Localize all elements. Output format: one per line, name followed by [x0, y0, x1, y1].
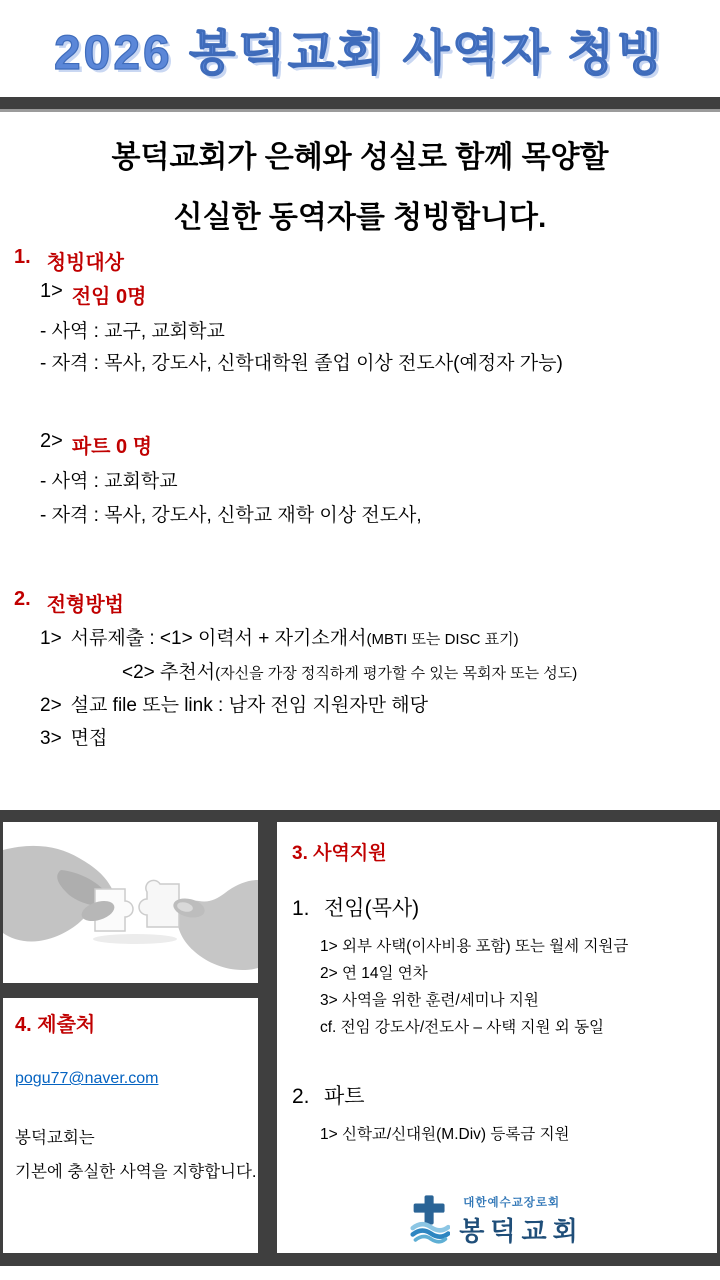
recruit-group2-prefix: 2> — [40, 430, 63, 452]
process-item-recommendation-note: (자신을 가장 정직하게 평가할 수 있는 목회자 또는 성도) — [215, 665, 578, 682]
support-sub1-item-housing: 1> 외부 사택(이사비용 포함) 또는 월세 지원금 — [320, 938, 629, 955]
section-recruit-number: 1. — [14, 246, 31, 268]
submission-email-link[interactable]: pogu77@naver.com — [15, 1070, 159, 1087]
intro-line-2: 신실한 동역자를 청빙합니다. — [173, 201, 547, 234]
hands-puzzle-photo — [3, 822, 258, 983]
section-recruit-title: 청빙대상 — [46, 252, 124, 274]
support-sub1-label: 전임(목사) — [324, 897, 420, 920]
support-sub2-number: 2. — [292, 1085, 310, 1108]
church-logo — [277, 1194, 717, 1248]
section-submission-heading — [15, 1008, 95, 1037]
process-item-documents-main: 서류제출 : <1> 이력서 + 자기소개서 — [70, 628, 367, 649]
recruit-group2-label — [40, 430, 152, 459]
process-item-sermon — [40, 690, 428, 717]
section-process-title: 전형방법 — [46, 594, 124, 616]
logo-denomination: 대한예수교장로회 — [463, 1197, 561, 1209]
process-item-recommendation-main: <2> 추천서 — [122, 662, 216, 683]
tagline-line-2: 기본에 충실한 사역을 지향합니다. — [15, 1163, 257, 1181]
process-item-interview-main: 면접 — [70, 728, 108, 749]
section-submission-number: 4. — [15, 1014, 32, 1036]
church-logo-text — [459, 1194, 583, 1248]
process-item-sermon-main: 설교 file 또는 link : 남자 전임 지원자만 해당 — [70, 695, 428, 716]
poster-title: 2026 봉덕교회 사역자 청빙 — [53, 27, 667, 80]
section-process-heading — [14, 588, 124, 617]
support-sub2-title — [292, 1080, 365, 1110]
section-support-heading — [292, 838, 387, 865]
recruit-group2-item-ministry: - 사역 : 교회학교 — [40, 471, 178, 492]
waves-icon — [413, 1224, 448, 1242]
top-divider-bar — [0, 97, 720, 112]
support-panel — [277, 822, 717, 1253]
header — [0, 0, 720, 97]
process-item-recommendation — [122, 657, 577, 684]
section-process-number: 2. — [14, 588, 31, 610]
photo-panel — [3, 822, 258, 983]
church-logo-icon — [410, 1194, 450, 1244]
intro-line-1: 봉덕교회가 은혜와 성실로 함께 목양할 — [111, 141, 609, 174]
recruit-group2-item-qualification: - 자격 : 목사, 강도사, 신학교 재학 이상 전도사, — [40, 505, 422, 526]
process-item-sermon-prefix: 2> — [40, 695, 62, 716]
tagline-line-1: 봉덕교회는 — [15, 1129, 95, 1147]
section-submission-title: 제출처 — [37, 1014, 96, 1036]
section-recruit-heading — [14, 246, 124, 275]
recruit-group1-label — [40, 280, 146, 309]
process-item-documents — [40, 623, 519, 650]
recruit-group1-item-ministry: - 사역 : 교구, 교회학교 — [40, 321, 225, 342]
bottom-section — [0, 810, 720, 1266]
cross-icon — [414, 1195, 445, 1224]
recruit-group1-prefix: 1> — [40, 280, 63, 302]
section-support-title: 사역지원 — [313, 843, 387, 864]
intro-subtitle — [0, 128, 720, 248]
process-item-interview-prefix: 3> — [40, 728, 62, 749]
support-sub1-item-training: 3> 사역을 위한 훈련/세미나 지원 — [320, 992, 539, 1009]
recruit-group1-item-qualification: - 자격 : 목사, 강도사, 신학대학원 졸업 이상 전도사(예정자 가능) — [40, 353, 563, 374]
support-sub2-label: 파트 — [324, 1085, 365, 1108]
logo-church-name: 봉덕교회 — [459, 1216, 584, 1246]
support-sub1-item-leave: 2> 연 14일 연차 — [320, 965, 428, 982]
process-item-interview — [40, 723, 107, 750]
recruit-group2-title: 파트 0 명 — [71, 436, 153, 458]
process-item-documents-note: (MBTI 또는 DISC 표기) — [366, 631, 519, 648]
support-sub1-title — [292, 892, 419, 922]
section-support-number: 3. — [292, 843, 308, 864]
recruit-group1-title: 전임 0명 — [71, 286, 147, 308]
process-item-documents-prefix: 1> — [40, 628, 62, 649]
support-sub1-number: 1. — [292, 897, 310, 920]
submission-panel — [3, 998, 258, 1253]
support-sub2-item-tuition: 1> 신학교/신대원(M.Div) 등록금 지원 — [320, 1126, 570, 1143]
support-sub1-item-cf-note: cf. 전임 강도사/전도사 – 사택 지원 외 동일 — [320, 1019, 605, 1036]
